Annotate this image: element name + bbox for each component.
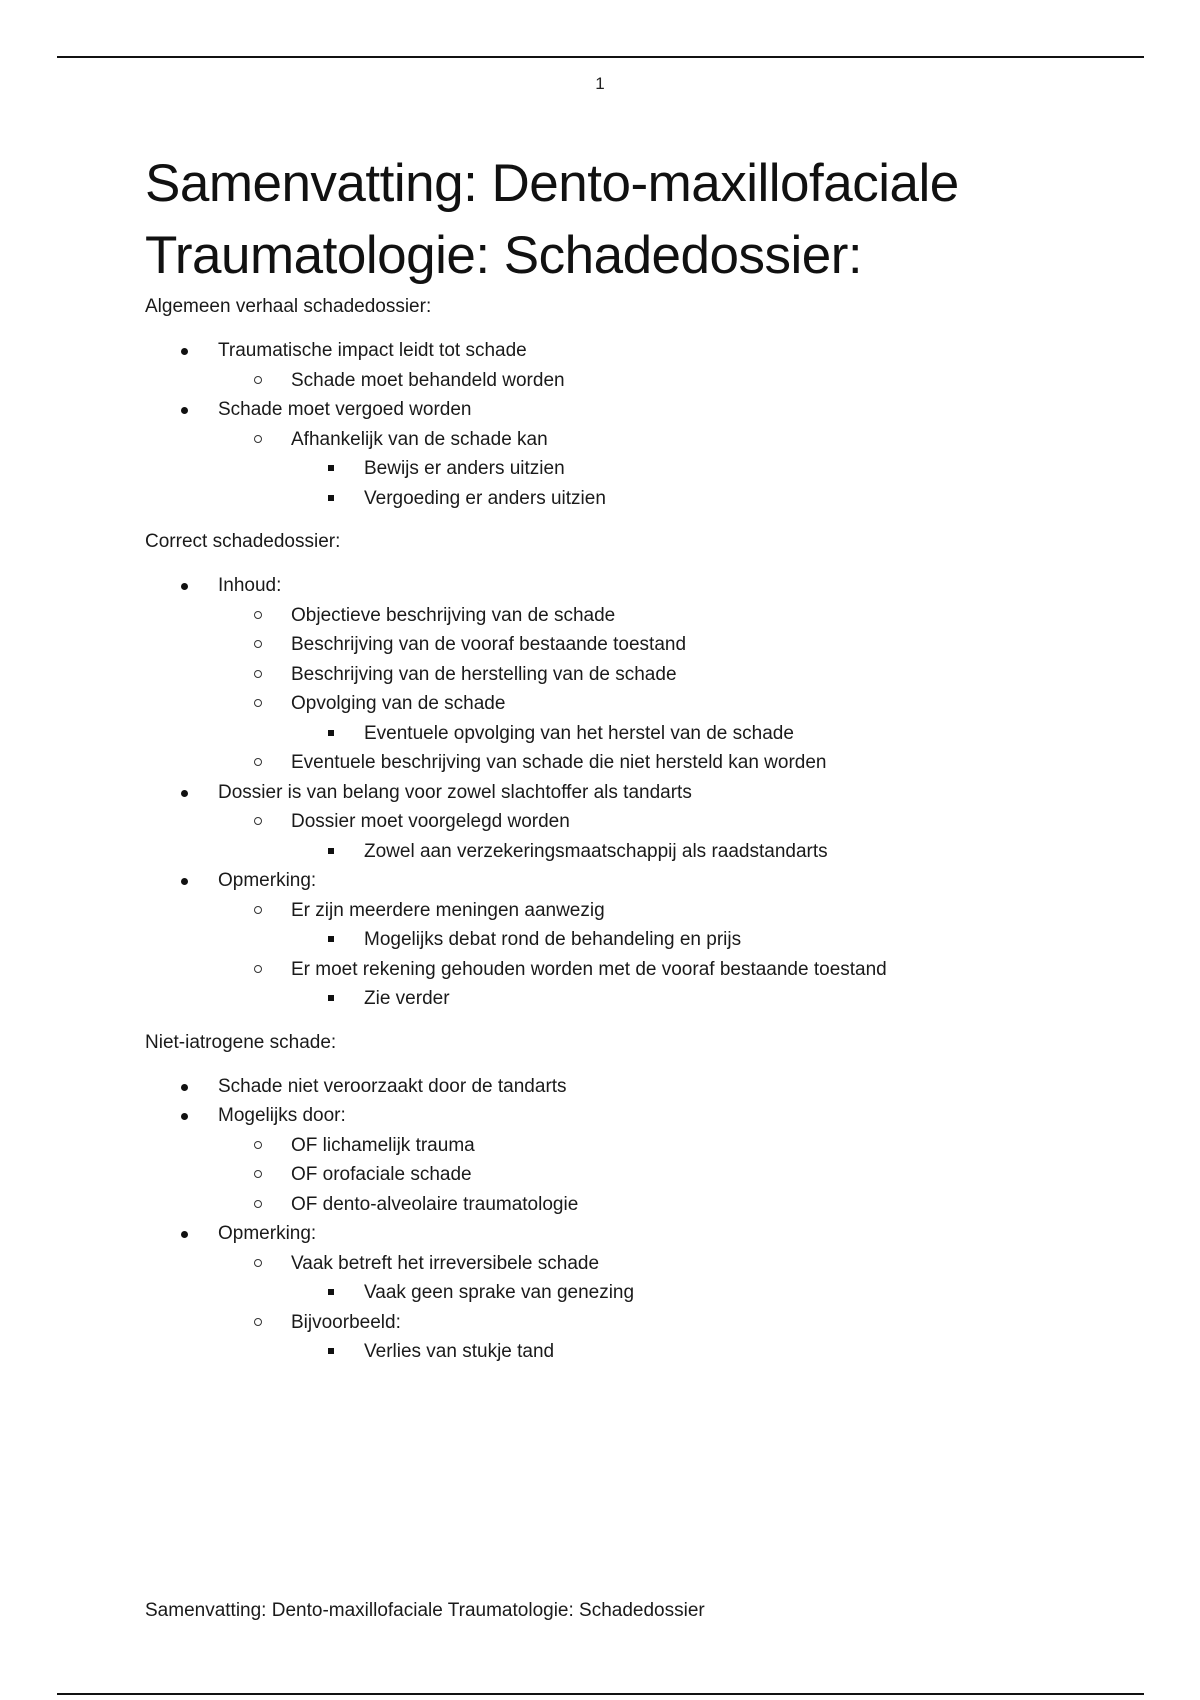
list-item (218, 660, 1145, 690)
list-item (218, 1190, 1145, 1220)
bullet-circle-icon (254, 435, 262, 443)
bullet-circle-icon (254, 640, 262, 648)
list-item-text: Er zijn meerdere meningen aanwezig (291, 899, 605, 921)
bullet-disc-icon (181, 1084, 188, 1091)
list-item-text: Objectieve beschrijving van de schade (291, 604, 616, 626)
list-item-text: Beschrijving van de vooraf bestaande toestand (291, 634, 687, 655)
list-item-text: Eventuele opvolging van het herstel van de schade (364, 722, 794, 744)
bullet-disc-icon (181, 1113, 188, 1120)
bullet-circle-icon (254, 758, 262, 766)
list-item-text: Schade moet behandeld worden (291, 369, 565, 391)
bullet-list-level-2 (218, 425, 1145, 514)
bullet-list-level-2 (218, 1249, 1145, 1367)
list-item-text: Er moet rekening gehouden worden met de vooraf bestaande toestand (291, 958, 887, 980)
list-item (291, 454, 1145, 484)
bullet-square-icon (328, 465, 334, 471)
list-item-text: Inhoud: (218, 575, 282, 596)
section (145, 1028, 1145, 1367)
page-content (145, 148, 1145, 1381)
section (145, 527, 1145, 1014)
bullet-list-level-2 (218, 601, 1145, 778)
list-item-text: Vergoeding er anders uitzien (364, 487, 606, 509)
sections-container (145, 292, 1145, 1367)
list-item (291, 1337, 1145, 1367)
list-item-text: Traumatische impact leidt tot schade (218, 340, 527, 361)
list-item-text: Afhankelijk van de schade kan (291, 428, 548, 450)
bullet-square-icon (328, 730, 334, 736)
list-item-text: Opmerking: (218, 870, 317, 891)
bullet-circle-icon (254, 1170, 262, 1178)
page-footer: Samenvatting: Dento-maxillofaciale Traumatologie: Schadedossier (145, 1600, 705, 1621)
list-item-text: OF orofaciale schade (291, 1164, 472, 1185)
list-item (218, 955, 1145, 1014)
bullet-circle-icon (254, 1318, 262, 1326)
list-item-text: Verlies van stukje tand (364, 1341, 555, 1362)
bullet-circle-icon (254, 906, 262, 914)
list-item-text: Dossier is van belang voor zowel slachtoffer als tandarts (218, 781, 692, 803)
section (145, 292, 1145, 513)
list-item (145, 395, 1145, 513)
bullet-list-level-1 (145, 571, 1145, 1014)
list-item (145, 1072, 1145, 1102)
list-item (218, 896, 1145, 955)
list-item (218, 1308, 1145, 1367)
page-number: 1 (595, 74, 605, 93)
list-item-text: Zie verder (364, 988, 450, 1009)
bullet-list-level-2 (218, 1131, 1145, 1220)
list-item-text: Mogelijks debat rond de behandeling en prijs (364, 929, 742, 950)
list-item-text: Mogelijks door: (218, 1105, 346, 1126)
list-item (218, 689, 1145, 748)
list-item (291, 1278, 1145, 1308)
bullet-list-level-3 (291, 837, 1145, 867)
bullet-list-level-1 (145, 336, 1145, 513)
bullet-list-level-1 (145, 1072, 1145, 1367)
document-title (145, 148, 1145, 292)
list-item (291, 925, 1145, 955)
bullet-list-level-3 (291, 1278, 1145, 1308)
list-item (145, 571, 1145, 778)
bullet-circle-icon (254, 1141, 262, 1149)
footer-rule (57, 1693, 1144, 1695)
list-item (218, 807, 1145, 866)
bullet-list-level-3 (291, 1337, 1145, 1367)
bullet-circle-icon (254, 611, 262, 619)
list-item-text: Beschrijving van de herstelling van de schade (291, 663, 677, 685)
bullet-disc-icon (181, 1231, 188, 1238)
bullet-square-icon (328, 1289, 334, 1295)
list-item (145, 1219, 1145, 1367)
list-item (218, 1131, 1145, 1161)
list-item (145, 1101, 1145, 1219)
list-item-text: Opvolging van de schade (291, 693, 506, 714)
list-item (218, 748, 1145, 778)
list-item (218, 601, 1145, 631)
list-item (145, 336, 1145, 395)
bullet-circle-icon (254, 670, 262, 678)
list-item-text: Schade moet vergoed worden (218, 399, 472, 420)
list-item-text: Eventuele beschrijving van schade die niet hersteld kan worden (291, 752, 827, 773)
bullet-circle-icon (254, 699, 262, 707)
list-item (218, 630, 1145, 660)
bullet-circle-icon (254, 817, 262, 825)
bullet-list-level-2 (218, 896, 1145, 1014)
bullet-square-icon (328, 495, 334, 501)
list-item-text: Schade niet veroorzaakt door de tandarts (218, 1075, 567, 1097)
list-item (291, 984, 1145, 1014)
bullet-square-icon (328, 936, 334, 942)
bullet-circle-icon (254, 965, 262, 973)
list-item-text: Zowel aan verzekeringsmaatschappij als raadstandarts (364, 840, 828, 862)
title-line-2: Traumatologie: Schadedossier: (145, 226, 863, 285)
list-item (145, 866, 1145, 1014)
bullet-disc-icon (181, 790, 188, 797)
bullet-list-level-2 (218, 366, 1145, 396)
list-item-text: Bijvoorbeeld: (291, 1311, 401, 1333)
bullet-square-icon (328, 995, 334, 1001)
list-item (218, 1249, 1145, 1308)
bullet-circle-icon (254, 1259, 262, 1267)
bullet-circle-icon (254, 1200, 262, 1208)
bullet-disc-icon (181, 348, 188, 355)
bullet-disc-icon (181, 878, 188, 885)
bullet-disc-icon (181, 583, 188, 590)
list-item (291, 484, 1145, 514)
list-item-text: OF dento-alveolaire traumatologie (291, 1193, 579, 1215)
bullet-list-level-3 (291, 984, 1145, 1014)
list-item-text: Opmerking: (218, 1223, 317, 1244)
bullet-list-level-3 (291, 454, 1145, 513)
list-item-text: OF lichamelijk trauma (291, 1134, 475, 1156)
list-item (145, 778, 1145, 867)
bullet-square-icon (328, 848, 334, 854)
bullet-list-level-2 (218, 807, 1145, 866)
list-item (218, 366, 1145, 396)
list-item-text: Bewijs er anders uitzien (364, 458, 565, 479)
list-item-text: Vaak geen sprake van genezing (364, 1282, 635, 1303)
list-item-text: Vaak betreft het irreversibele schade (291, 1252, 600, 1274)
list-item-text: Dossier moet voorgelegd worden (291, 811, 570, 832)
header-rule (57, 56, 1144, 58)
list-item (291, 837, 1145, 867)
section-heading: Niet-iatrogene schade: (145, 1031, 337, 1053)
section-heading: Algemeen verhaal schadedossier: (145, 296, 432, 317)
bullet-disc-icon (181, 407, 188, 414)
title-line-1: Samenvatting: Dento-maxillofaciale (145, 154, 959, 213)
bullet-circle-icon (254, 376, 262, 384)
bullet-square-icon (328, 1348, 334, 1354)
list-item (218, 425, 1145, 514)
list-item (218, 1160, 1145, 1190)
list-item (291, 719, 1145, 749)
section-heading: Correct schadedossier: (145, 531, 341, 552)
bullet-list-level-3 (291, 719, 1145, 749)
bullet-list-level-3 (291, 925, 1145, 955)
